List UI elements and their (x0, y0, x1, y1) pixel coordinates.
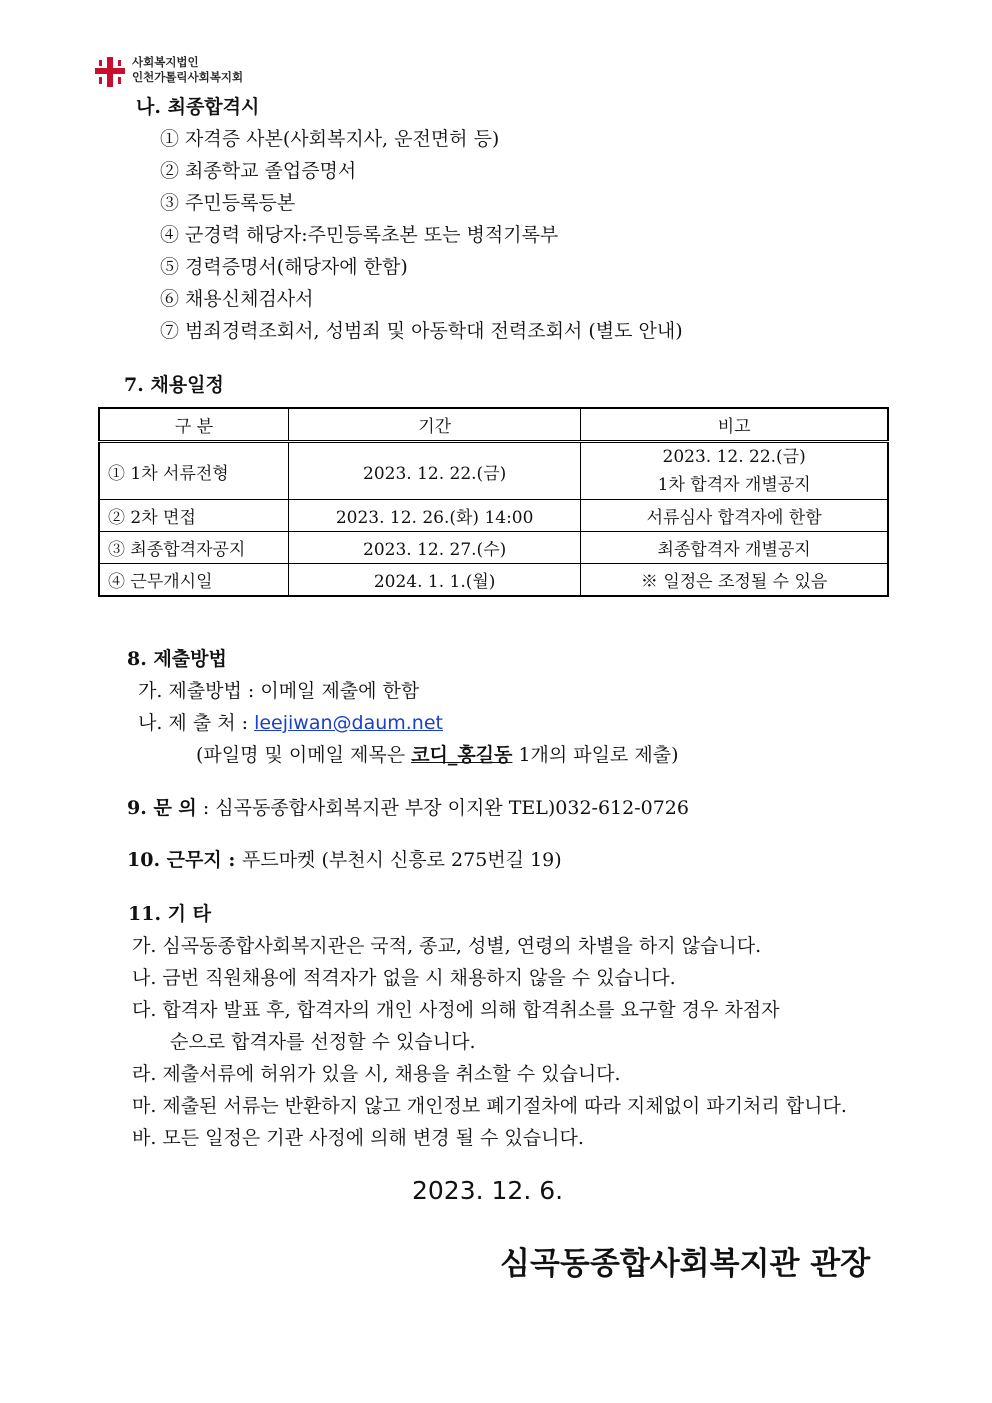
inquiry (127, 793, 689, 820)
column-header-note: 비고 (581, 408, 888, 442)
etc-line: 가. 심곡동종합사회복지관은 국적, 종교, 성별, 연령의 차별을 하지 않습니다. (132, 935, 762, 957)
email-link[interactable]: leejiwan@daum.net (254, 712, 443, 734)
final-doc-item: ② 최종학교 졸업증명서 (160, 160, 357, 182)
submission-to-label: 나. 제 출 처 : (138, 712, 255, 734)
final-doc-item: ③ 주민등록등본 (160, 192, 296, 214)
table-header-row (99, 408, 888, 442)
row-name: ② 2차 면접 (99, 500, 289, 532)
workplace (127, 845, 562, 872)
row-note-line1: 2023. 12. 22.(금) (662, 447, 806, 467)
row-period: 2023. 12. 22.(금) (289, 442, 581, 500)
row-note-line2: 1차 합격자 개별공지 (657, 475, 811, 495)
table-row (99, 564, 888, 597)
schedule-table (98, 407, 889, 597)
submission-to (138, 708, 443, 735)
signature: 심곡동종합사회복지관 관장 (500, 1246, 871, 1282)
submission-method-value: 이메일 제출에 한함 (260, 680, 420, 702)
submission-file-name: 코디_홍길동 (411, 744, 513, 766)
submission-note-suffix: 1개의 파일로 제출) (512, 744, 679, 766)
catholic-cross-logo-icon (94, 56, 126, 88)
org-line-2: 인천가톨릭사회복지회 (132, 70, 244, 84)
etc-heading: 11. 기 타 (128, 903, 211, 925)
submission-heading: 8. 제출방법 (127, 648, 227, 670)
row-period: 2024. 1. 1.(월) (289, 564, 581, 597)
etc-line: 순으로 합격자를 선정할 수 있습니다. (170, 1031, 476, 1053)
org-line-1: 사회복지법인 (132, 55, 199, 69)
table-row (99, 500, 888, 532)
final-doc-item: ④ 군경력 해당자:주민등록초본 또는 병적기록부 (160, 224, 559, 246)
table-row (99, 532, 888, 564)
submission-method (138, 676, 419, 703)
etc-line: 다. 합격자 발표 후, 합격자의 개인 사정에 의해 합격취소를 요구할 경우 차점자 (132, 999, 780, 1021)
row-name: ③ 최종합격자공지 (99, 532, 289, 564)
etc-line: 라. 제출서류에 허위가 있을 시, 채용을 취소할 수 있습니다. (132, 1063, 621, 1085)
submission-method-label: 가. 제출방법 : (138, 680, 261, 702)
row-note: ※ 일정은 조정될 수 있음 (581, 564, 888, 597)
final-doc-item: ⑤ 경력증명서(해당자에 한함) (160, 256, 408, 278)
final-doc-item: ⑥ 채용신체검사서 (160, 288, 314, 310)
row-note (581, 442, 888, 500)
final-doc-item: ① 자격증 사본(사회복지사, 운전면허 등) (160, 128, 500, 150)
etc-line: 마. 제출된 서류는 반환하지 않고 개인정보 폐기절차에 따라 지체없이 파기처리 합니다. (132, 1095, 847, 1117)
row-name: ① 1차 서류전형 (99, 442, 289, 500)
etc-line: 바. 모든 일정은 기관 사정에 의해 변경 될 수 있습니다. (132, 1127, 584, 1149)
row-period: 2023. 12. 26.(화) 14:00 (289, 500, 581, 532)
submission-note-prefix: (파일명 및 이메일 제목은 (196, 744, 412, 766)
etc-line: 나. 금번 직원채용에 적격자가 없을 시 채용하지 않을 수 있습니다. (132, 967, 676, 989)
row-note: 최종합격자 개별공지 (581, 532, 888, 564)
issue-date: 2023. 12. 6. (412, 1176, 564, 1205)
workplace-label: 10. 근무지 : (127, 849, 242, 871)
row-name: ④ 근무개시일 (99, 564, 289, 597)
org-name (132, 55, 243, 85)
inquiry-label: 9. 문 의 (127, 797, 197, 819)
submission-note (196, 740, 679, 767)
row-note: 서류심사 합격자에 한함 (581, 500, 888, 532)
table-row (99, 442, 888, 500)
inquiry-value: : 심곡동종합사회복지관 부장 이지완 TEL)032-612-0726 (196, 797, 689, 819)
column-header-category: 구 분 (99, 408, 289, 442)
final-doc-item: ⑦ 범죄경력조회서, 성범죄 및 아동학대 전력조회서 (별도 안내) (160, 320, 683, 342)
column-header-period: 기간 (289, 408, 581, 442)
workplace-value: 푸드마켓 (부천시 신흥로 275번길 19) (241, 849, 562, 871)
final-docs-heading: 나. 최종합격시 (136, 96, 260, 118)
row-period: 2023. 12. 27.(수) (289, 532, 581, 564)
schedule-heading: 7. 채용일정 (124, 374, 224, 396)
